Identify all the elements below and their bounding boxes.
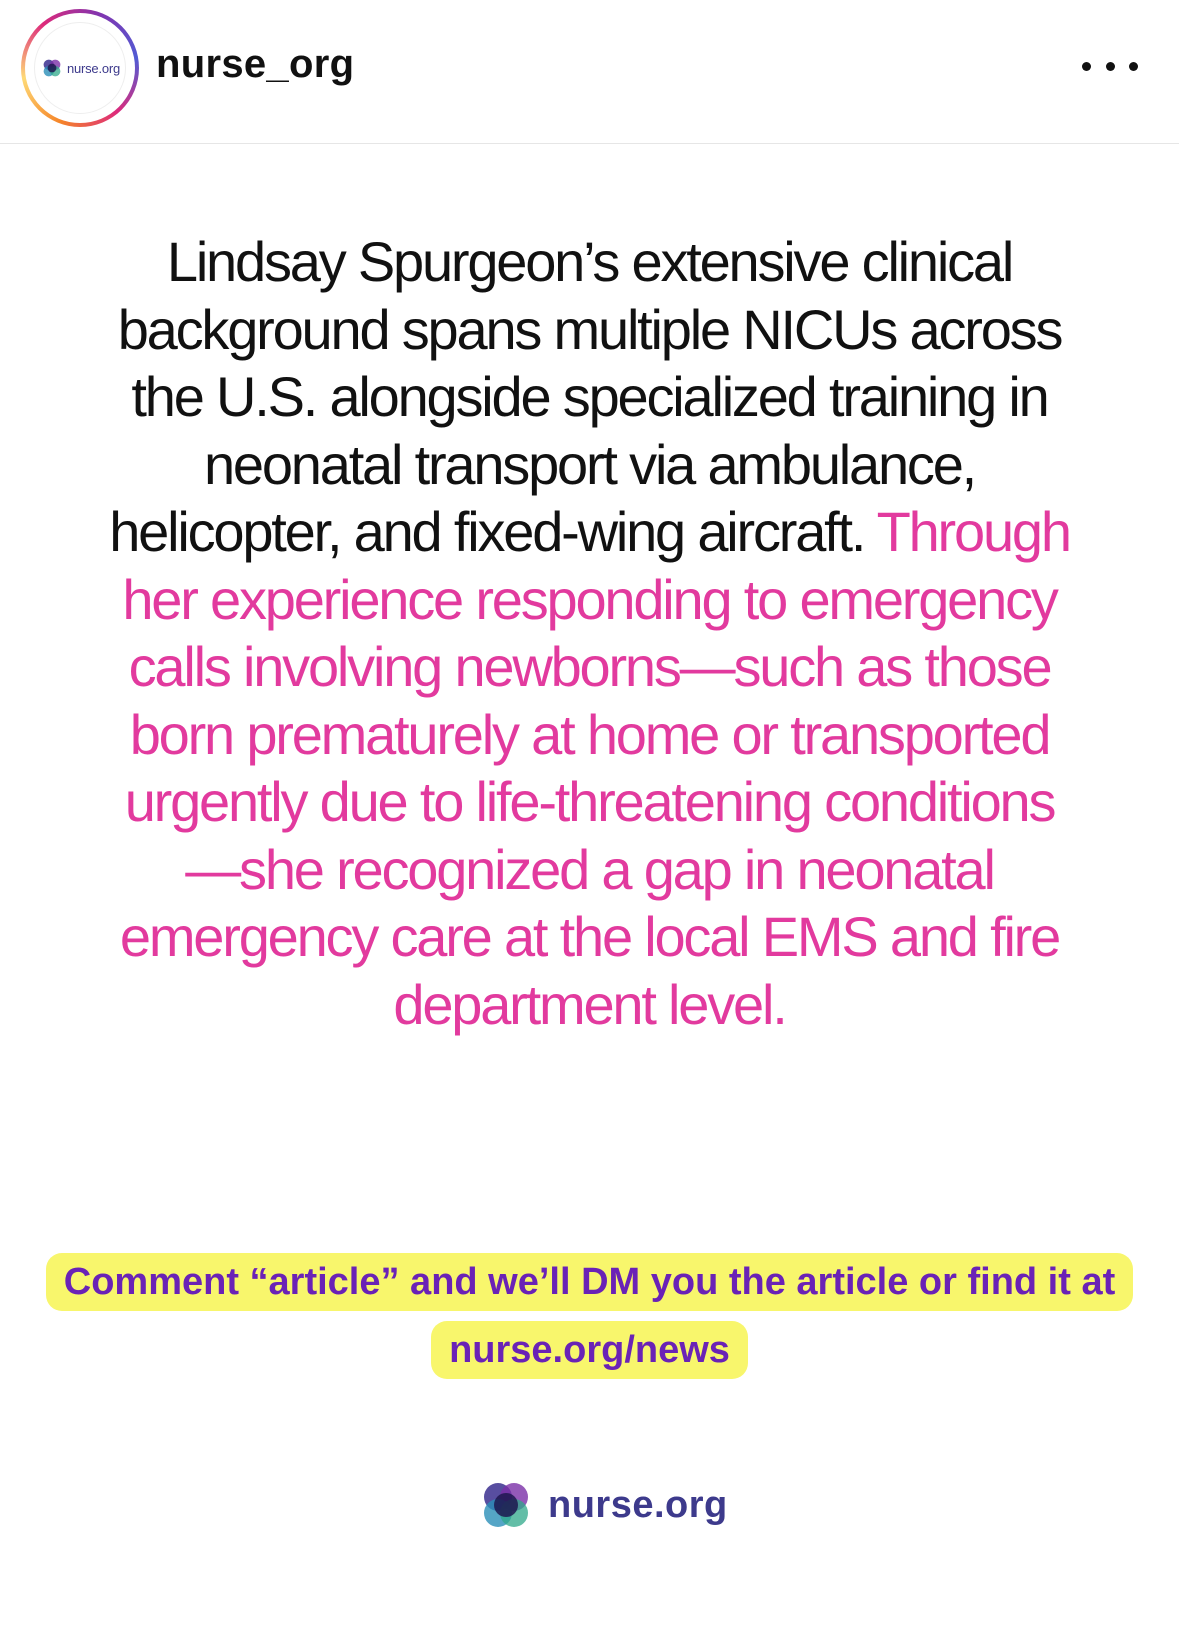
footer-logo	[476, 1470, 728, 1540]
post-header	[0, 0, 1179, 144]
avatar-inner	[25, 13, 135, 123]
more-options-icon[interactable]	[1082, 52, 1138, 80]
avatar-logo	[34, 22, 126, 114]
avatar-logo-text: nurse.org	[66, 60, 121, 76]
nurse-org-logo-icon	[40, 56, 64, 80]
post-body-text	[100, 228, 1079, 1038]
call-to-action	[40, 1248, 1139, 1384]
nurse-org-logo-icon	[476, 1475, 536, 1535]
username[interactable]: nurse_org	[156, 42, 355, 86]
dot	[1129, 62, 1138, 71]
body-text-black: Lindsay Spurgeon’s extensive clinical background spans multiple NICUs across the U.S. alongside specialized training in neonatal transport via ambulance, helicopter, and fixed-wing aircraft.	[109, 230, 1062, 563]
dot	[1106, 62, 1115, 71]
dot	[1082, 62, 1091, 71]
profile-avatar[interactable]	[21, 9, 139, 127]
footer-logo-text: nurse.org	[548, 1483, 728, 1526]
cta-highlight-text: Comment “article” and we’ll DM you the article or find it at nurse.org/news	[46, 1253, 1134, 1379]
body-text-pink: Through her experience responding to emergency calls involving newborns—such as those born prematurely at home or transported urgently due to life-threatening conditions—she recognized a gap in neonatal emergency care at the local EMS and fire department level.	[119, 500, 1070, 1036]
